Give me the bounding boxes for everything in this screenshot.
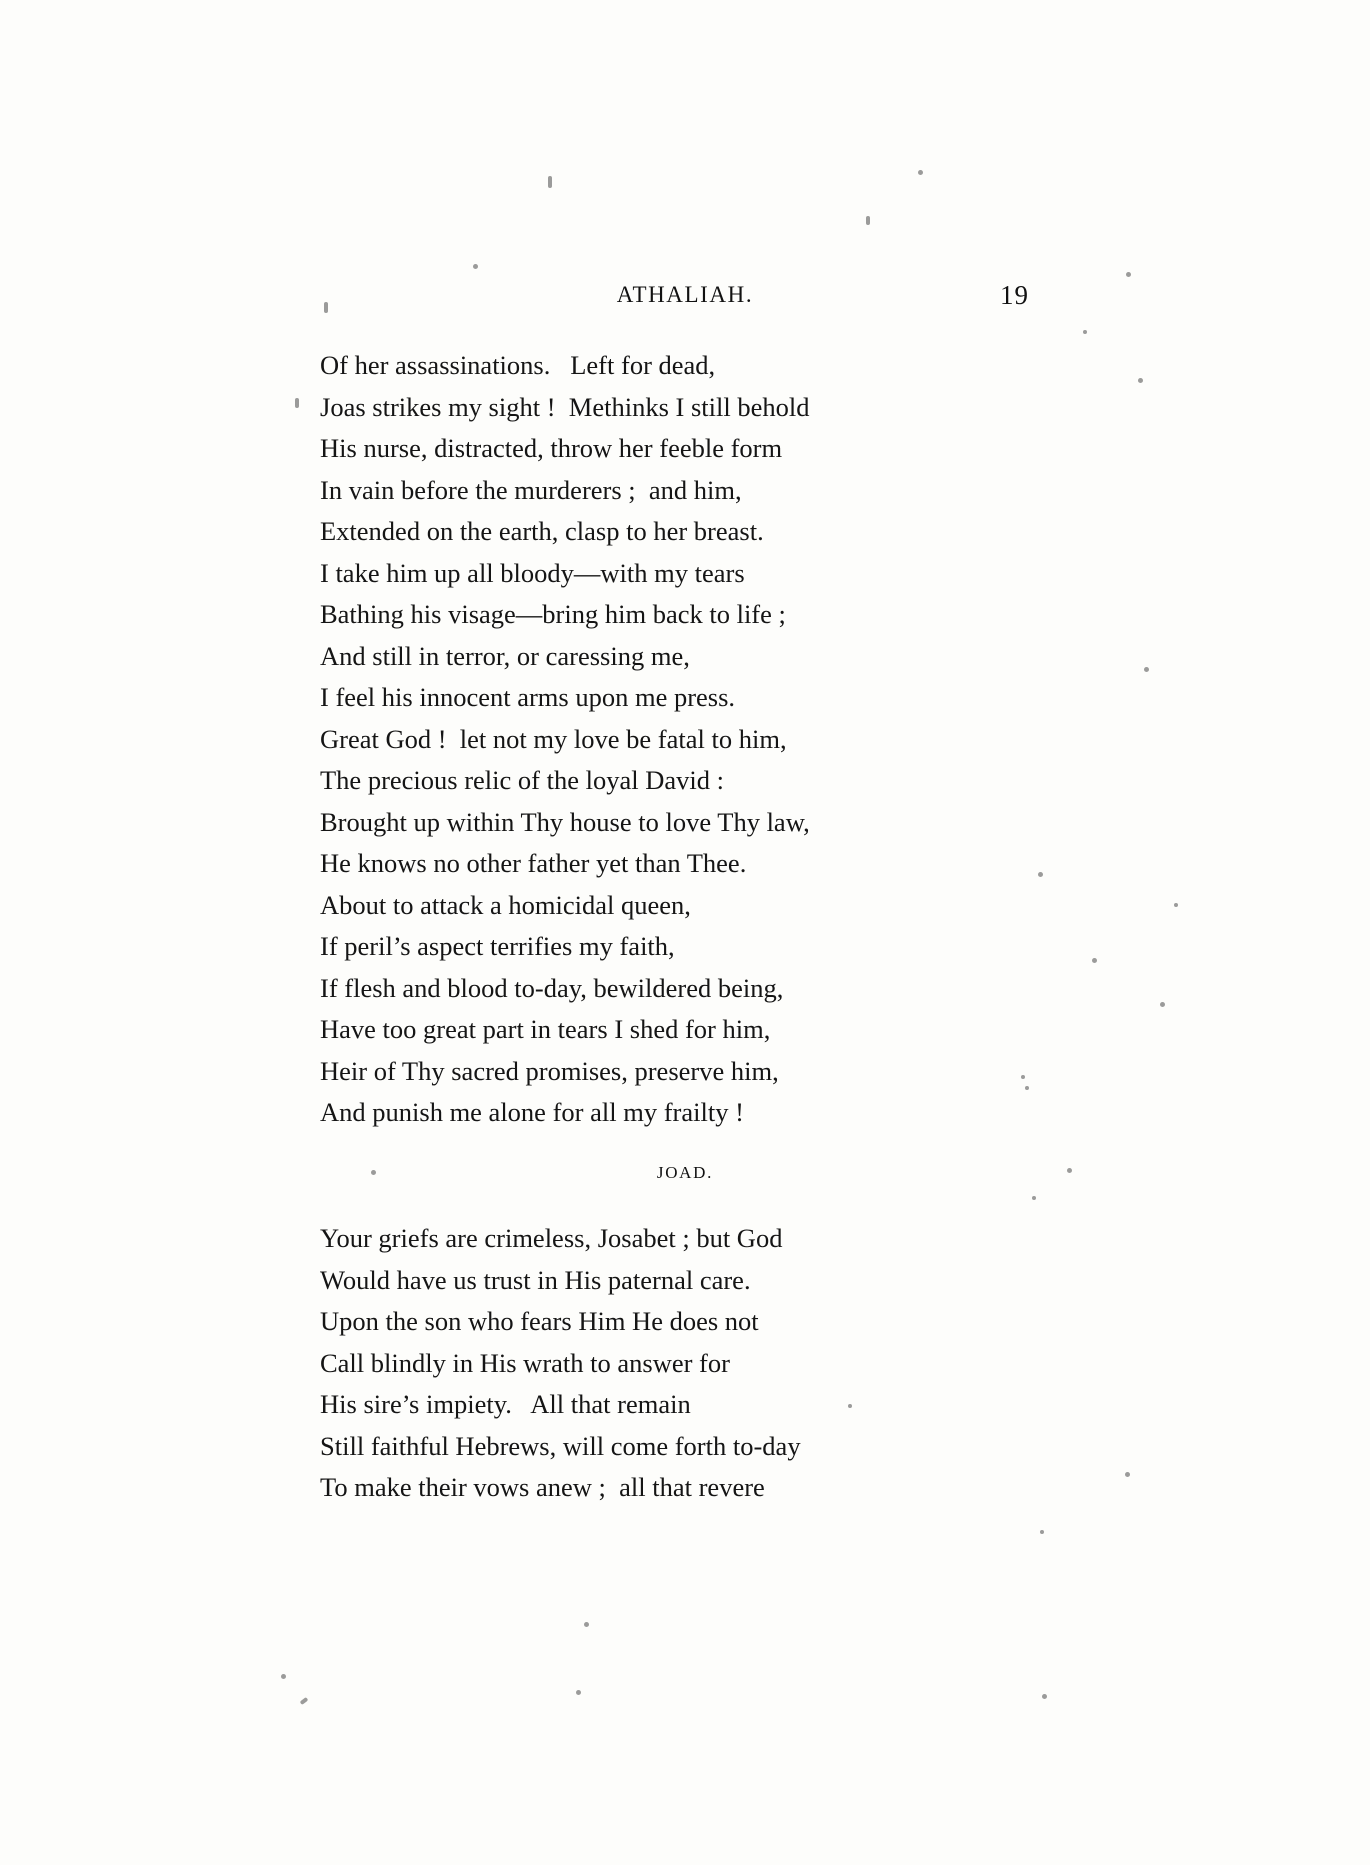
- scan-speck: [584, 1622, 589, 1627]
- scan-speck: [1032, 1196, 1036, 1200]
- page-header: [0, 282, 1370, 312]
- scan-speck: [866, 216, 870, 225]
- scan-speck: [1025, 1086, 1029, 1090]
- verse-line: In vain before the murderers ; and him,: [320, 474, 742, 505]
- scan-speck: [1042, 1694, 1047, 1699]
- verse-line: I feel his innocent arms upon me press.: [320, 682, 736, 712]
- scan-speck: [1160, 1002, 1165, 1007]
- page-number: 19: [1000, 280, 1029, 310]
- verse-line: And punish me alone for all my frailty !: [320, 1097, 744, 1127]
- verse-line: I take him up all bloody—with my tears: [320, 557, 745, 588]
- scan-speck: [1174, 903, 1178, 907]
- verse-line: If peril’s aspect terrifies my faith,: [320, 931, 675, 961]
- scan-speck: [576, 1690, 581, 1695]
- verse-line: Still faithful Hebrews, will come forth to-day: [320, 1430, 801, 1461]
- scan-speck: [1125, 1472, 1130, 1477]
- scan-speck: [473, 264, 478, 269]
- verse-line: His nurse, distracted, throw her feeble form: [320, 433, 783, 463]
- verse-line: Upon the son who fears Him He does not: [320, 1306, 759, 1336]
- scan-speck: [281, 1674, 286, 1679]
- scan-speck: [300, 1697, 309, 1705]
- verse-line: Great God ! let not my love be fatal to him,: [320, 723, 787, 754]
- verse-line: Of her assassinations. Left for dead,: [320, 350, 716, 380]
- scan-speck: [1126, 272, 1131, 277]
- verse-line: Brought up within Thy house to love Thy law,: [320, 806, 810, 837]
- scan-speck: [1144, 667, 1149, 672]
- verse-line: Call blindly in His wrath to answer for: [320, 1347, 730, 1378]
- scan-speck: [371, 1170, 376, 1175]
- scan-speck: [1083, 330, 1087, 334]
- verse-block-joad: [320, 1218, 1060, 1509]
- verse-line: Your griefs are crimeless, Josabet ; but God: [320, 1223, 783, 1253]
- scan-speck: [324, 302, 328, 313]
- verse-line: If flesh and blood to-day, bewildered being,: [320, 972, 784, 1003]
- verse-line: Extended on the earth, clasp to her breast.: [320, 516, 764, 546]
- verse-line: Would have us trust in His paternal care.: [320, 1264, 751, 1295]
- scan-speck: [548, 176, 552, 188]
- verse-line: About to attack a homicidal queen,: [320, 889, 691, 920]
- running-title: ATHALIAH.: [616, 282, 754, 307]
- verse-line: Bathing his visage—bring him back to life ;: [320, 599, 786, 629]
- verse-line: He knows no other father yet than Thee.: [320, 848, 747, 878]
- scan-speck: [1092, 958, 1097, 963]
- verse-line: And still in terror, or caressing me,: [320, 640, 690, 671]
- scan-speck: [918, 170, 923, 175]
- scan-speck: [848, 1404, 852, 1408]
- scan-speck: [1138, 378, 1143, 383]
- scan-speck: [1038, 872, 1043, 877]
- verse-line: The precious relic of the loyal David :: [320, 765, 724, 795]
- scan-speck: [295, 398, 299, 408]
- scan-speck: [1040, 1530, 1044, 1534]
- verse-line: Joas strikes my sight ! Methinks I still behold: [320, 391, 810, 422]
- verse-line: Heir of Thy sacred promises, preserve him,: [320, 1055, 779, 1086]
- verse-line: To make their vows anew ; all that revere: [320, 1472, 765, 1502]
- scan-speck: [1067, 1168, 1072, 1173]
- scan-speck: [1021, 1075, 1025, 1079]
- speaker-label-joad: JOAD.: [656, 1163, 714, 1182]
- verse-line: His sire’s impiety. All that remain: [320, 1389, 691, 1419]
- verse-line: Have too great part in tears I shed for him,: [320, 1014, 771, 1044]
- verse-block-josabet: [320, 345, 1060, 1134]
